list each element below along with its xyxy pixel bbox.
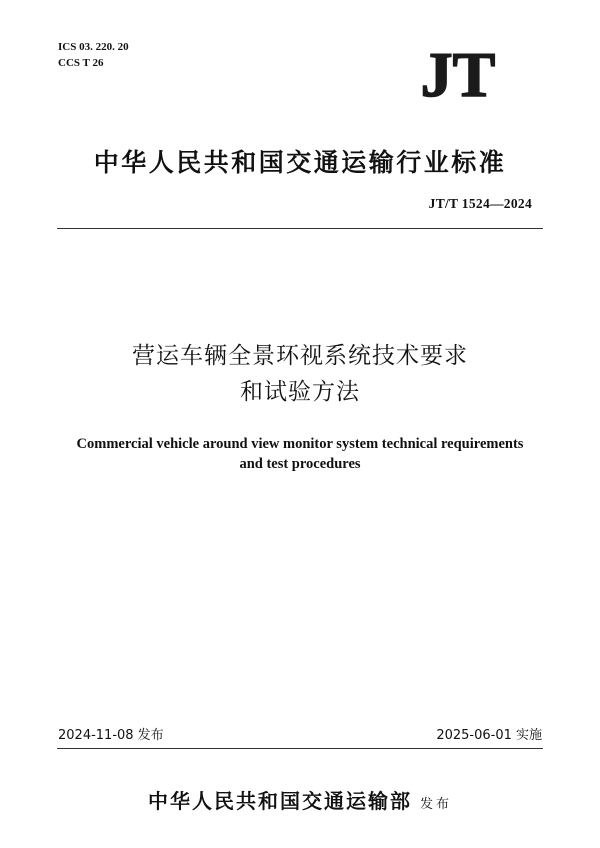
header-divider — [57, 228, 543, 229]
footer-divider — [57, 748, 543, 749]
issuer-suffix: 发布 — [419, 797, 452, 812]
issuer-name: 中华人民共和国交通运输部 — [147, 789, 412, 813]
standard-number: JT/T 1524—2024 — [428, 196, 532, 211]
english-title-line-1: Commercial vehicle around view monitor system technical requirements — [76, 436, 524, 452]
ccs-code: CCS T 26 — [58, 57, 104, 69]
chinese-title-line-2: 和试验方法 — [240, 379, 360, 405]
ics-code: ICS 03. 220. 20 — [58, 41, 129, 53]
logo-text: JT — [420, 47, 496, 99]
standard-category-title: 中华人民共和国交通运输行业标准 — [93, 148, 507, 177]
implementation-date: 2025-06-01 实施 — [436, 728, 542, 743]
issue-date: 2024-11-08 发布 — [58, 728, 164, 743]
issuing-authority — [0, 785, 600, 814]
chinese-title-line-1: 营运车辆全景环视系统技术要求 — [132, 343, 468, 369]
classification-codes — [58, 39, 129, 71]
chinese-document-title — [0, 338, 600, 410]
english-document-title — [0, 434, 600, 474]
jt-standard-logo — [403, 47, 513, 99]
english-title-line-2: and test procedures — [239, 456, 361, 472]
